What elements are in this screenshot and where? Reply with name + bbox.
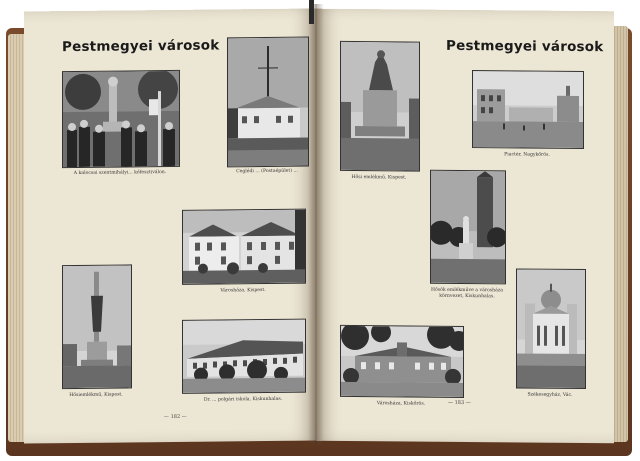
photo-crowd-statue: [62, 70, 180, 168]
photo-town-hall: [182, 209, 306, 285]
right-page-heading: Pestmegyei városok: [446, 37, 604, 56]
caption-right-photo-4: Városháza, Kiskőrös.: [376, 401, 426, 407]
caption-right-photo-5: Székesegyház, Vác.: [527, 392, 573, 398]
page-edges-right: [612, 26, 628, 442]
caption-photo-1: A kalocsai szentmihályi... kőfesztiválon.: [73, 170, 167, 177]
caption-right-photo-2: Piactér, Nagykőrös.: [504, 152, 550, 158]
photo-street-pole: [227, 37, 309, 168]
caption-right-photo-1: Hősi emlékmű, Kispest.: [351, 175, 407, 181]
caption-photo-5: Dr. ... polgári iskola, Kiskunhalas.: [203, 396, 283, 403]
left-page-heading: Pestmegyei városok: [62, 37, 220, 56]
caption-photo-2: Ceglédi ... (Postaépület) ...: [236, 168, 298, 175]
photo-market-square: [472, 70, 584, 149]
photo-monument-statue: [340, 41, 420, 172]
caption-photo-4: Hősiemlékmű, Kispest.: [69, 392, 123, 399]
right-page-number: — 183 —: [448, 399, 471, 407]
caption-photo-3: Városháza, Kispest.: [220, 287, 266, 294]
bookmark-ribbon: [309, 0, 314, 24]
photo-tower-statue: [430, 170, 506, 285]
photo-town-hall-trees: [340, 325, 464, 398]
caption-right-photo-3: Hősök emlékműve a városháza körnvezet, Kiskunhalas.: [431, 287, 503, 300]
left-page: [24, 8, 316, 443]
book-gutter: [308, 4, 324, 444]
right-page: [316, 9, 614, 444]
photo-war-memorial: [62, 264, 132, 389]
photo-cathedral: [516, 268, 586, 389]
photo-school-building: [182, 319, 306, 394]
left-page-number: — 182 —: [164, 413, 187, 421]
